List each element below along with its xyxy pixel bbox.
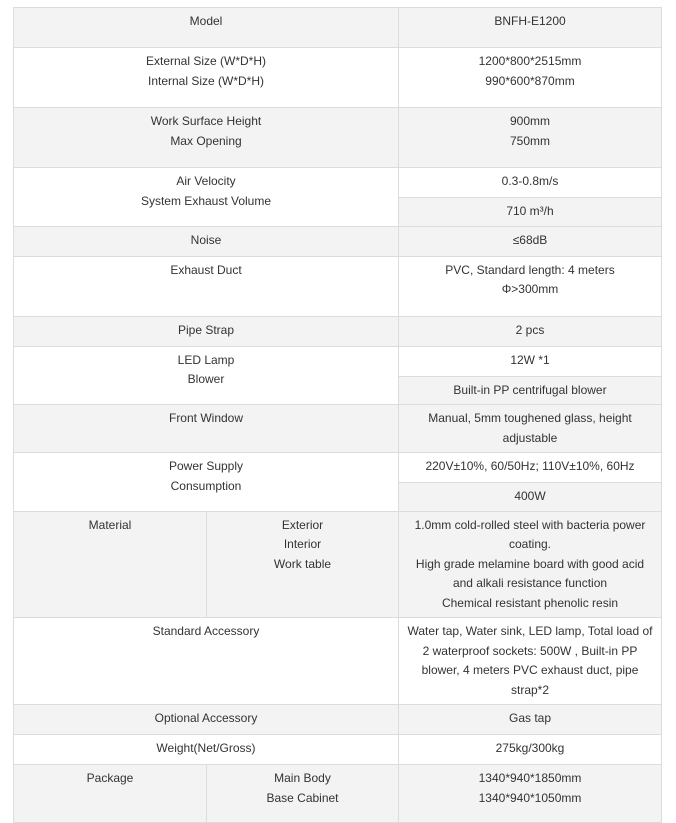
label-cell: Material: [14, 511, 207, 618]
label-cell: [14, 168, 399, 227]
sub-label-line: Main Body: [274, 771, 331, 785]
table-row: [14, 765, 662, 823]
label-cell: Noise: [14, 226, 399, 256]
label-cell: Exhaust Duct: [14, 256, 399, 316]
table-row: [14, 8, 662, 48]
sub-label-line: Work table: [273, 556, 332, 571]
table-row: [14, 705, 662, 735]
value-line: 1200*800*2515mm: [478, 54, 582, 68]
value-cell: BNFH-E1200: [399, 8, 662, 48]
label-line: Power Supply: [168, 459, 244, 473]
label-line: Work Surface Height: [150, 114, 262, 128]
label-cell: Front Window: [14, 405, 399, 453]
sub-label-line: Base Cabinet: [266, 790, 339, 805]
value-line: Φ>300mm: [501, 282, 559, 296]
value-cell: 2 pcs: [399, 316, 662, 346]
sub-label-cell: [207, 765, 399, 823]
value-line: 1340*940*1050mm: [478, 790, 582, 805]
value-cell: 275kg/300kg: [399, 735, 662, 765]
value-cell: Built-in PP centrifugal blower: [399, 376, 662, 405]
sub-label-line: Exterior: [281, 517, 324, 532]
label-cell: Optional Accessory: [14, 705, 399, 735]
label-line: Air Velocity: [176, 174, 236, 188]
value-cell: 220V±10%, 60/50Hz; 110V±10%, 60Hz: [399, 453, 662, 483]
label-cell: [14, 346, 399, 405]
value-line: High grade melamine board with good acid and alkali resistance function: [415, 556, 645, 590]
value-cell: 12W *1: [399, 346, 662, 376]
table-row: [14, 618, 662, 705]
value-cell: [399, 108, 662, 168]
value-cell: ≤68dB: [399, 226, 662, 256]
label-line: System Exhaust Volume: [140, 193, 272, 208]
label-line: Consumption: [170, 478, 242, 493]
table-row: [14, 256, 662, 316]
value-cell: [399, 511, 662, 618]
label-line: Internal Size (W*D*H): [147, 73, 265, 88]
table-row: [14, 168, 662, 198]
table-row: [14, 316, 662, 346]
value-cell: Water tap, Water sink, LED lamp, Total load of 2 waterproof sockets: 500W , Built-in PP blower, 4 meters PVC exhaust duct, pipe strap*2: [399, 618, 662, 705]
label-cell: [14, 453, 399, 512]
value-line: PVC, Standard length: 4 meters: [445, 262, 615, 277]
label-cell: [14, 48, 399, 108]
label-line: External Size (W*D*H): [145, 54, 267, 68]
label-cell: [14, 108, 399, 168]
table-row: [14, 511, 662, 618]
value-cell: 0.3-0.8m/s: [399, 168, 662, 198]
label-cell: Package: [14, 765, 207, 823]
value-cell: [399, 48, 662, 108]
value-line: 750mm: [509, 133, 550, 148]
sub-label-cell: [207, 511, 399, 618]
value-line: 900mm: [509, 114, 550, 128]
table-row: [14, 108, 662, 168]
label-cell: Weight(Net/Gross): [14, 735, 399, 765]
value-line: Chemical resistant phenolic resin: [441, 595, 619, 610]
table-row: [14, 346, 662, 376]
value-line: 1340*940*1850mm: [478, 771, 582, 785]
table-row: [14, 735, 662, 765]
table-row: [14, 226, 662, 256]
value-cell: 710 m³/h: [399, 198, 662, 227]
value-cell: Manual, 5mm toughened glass, height adjustable: [399, 405, 662, 453]
table-row: [14, 453, 662, 483]
value-cell: Gas tap: [399, 705, 662, 735]
value-cell: 400W: [399, 483, 662, 512]
value-cell: [399, 765, 662, 823]
table-row: [14, 48, 662, 108]
label-cell: Model: [14, 8, 399, 48]
label-line: Blower: [187, 372, 225, 386]
label-cell: Pipe Strap: [14, 316, 399, 346]
spec-table: [13, 7, 662, 823]
table-row: [14, 405, 662, 453]
value-cell: [399, 256, 662, 316]
label-line: LED Lamp: [177, 352, 235, 367]
label-cell: Standard Accessory: [14, 618, 399, 705]
value-line: 1.0mm cold-rolled steel with bacteria power coating.: [414, 517, 646, 551]
label-line: Max Opening: [170, 133, 242, 148]
value-line: 990*600*870mm: [485, 73, 575, 88]
sub-label-line: Interior: [283, 537, 322, 551]
